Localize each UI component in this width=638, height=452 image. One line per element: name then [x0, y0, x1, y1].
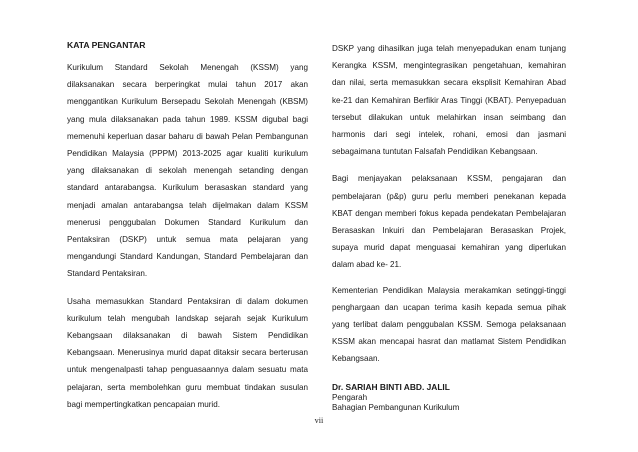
signatory-title: Pengarah: [332, 392, 368, 402]
signatory-name: Dr. SARIAH BINTI ABD. JALIL: [332, 381, 450, 392]
section-heading: KATA PENGANTAR: [67, 40, 146, 50]
paragraph-kssm-intro: Kurikulum Standard Sekolah Menengah (KSSM) yang dilaksanakan secara berperingkat mulai tahun 2017 akan menggantikan Kurikulum Bersepadu Sekolah Menengah (KBSM) yang mula dilaksanakan pada tahun 1989. KSSM digubal bagi memenuhi keperluan dasar baharu di bawah Pelan Pembangunan Pendidikan Malaysia (PPPM) 2013-2025 agar kualiti kurikulum yang dilaksanakan di sekolah menengah setanding dengan standard antarabangsa. Kurikulum berasaskan standard yang menjadi amalan antarabangsa telah dijelmakan dalam KSSM menerusi penggubalan Dokumen Standard Kurikulum dan Pentaksiran (DSKP) untuk semua mata pelajaran yang mengandungi Standard Kandungan, Standard Pembelajaran dan Standard Pentaksiran.: [67, 63, 308, 279]
right-column: [332, 40, 566, 413]
paragraph-dskp: DSKP yang dihasilkan juga telah menyepadukan enam tunjang Kerangka KSSM, mengintegrasikan pengetahuan, kemahiran dan nilai, serta memasukkan secara eksplisit Kemahiran Abad ke-21 dan Kemahiran Berfikir Aras Tinggi (KBAT). Penyepaduan tersebut dilakukan untuk melahirkan insan seimbang dan harmonis dari segi intelek, rohani, emosi dan jasmani sebagaimana tuntutan Falsafah Pendidikan Kebangsaan.: [332, 44, 566, 157]
signature-block: [332, 382, 566, 413]
paragraph-acknowledgement: Kementerian Pendidikan Malaysia merakamkan setinggi-tinggi penghargaan dan ucapan terima kasih kepada semua pihak yang terlibat dalam penggubalan KSSM. Semoga pelaksanaan KSSM akan mencapai hasrat dan matlamat Sistem Pendidikan Kebangsaan.: [332, 285, 566, 364]
paragraph-standard-pentaksiran: Usaha memasukkan Standard Pentaksiran di dalam dokumen kurikulum telah mengubah landskap sejarah sejak Kurikulum Kebangsaan dilaksanakan di bawah Sistem Pendidikan Kebangsaan. Menerusinya murid dapat ditaksir secara berterusan untuk mengenalpasti tahap penguasaannya dalam sesuatu mata pelajaran, serta membolehkan guru membuat tindakan susulan bagi mempertingkatkan pencapaian murid.: [67, 296, 308, 409]
page-number: vii: [314, 416, 324, 425]
left-column: [67, 40, 308, 413]
paragraph-kbat: Bagi menjayakan pelaksanaan KSSM, pengajaran dan pembelajaran (p&p) guru perlu memberi penekanan kepada KBAT dengan memberi fokus kepada pendekatan Pembelajaran Berasaskan Inkuiri dan Pembelajaran Berasaskan Projek, supaya murid dapat menguasai kemahiran yang diperlukan dalam abad ke- 21.: [332, 174, 566, 270]
signatory-department: Bahagian Pembangunan Kurikulum: [332, 402, 460, 412]
